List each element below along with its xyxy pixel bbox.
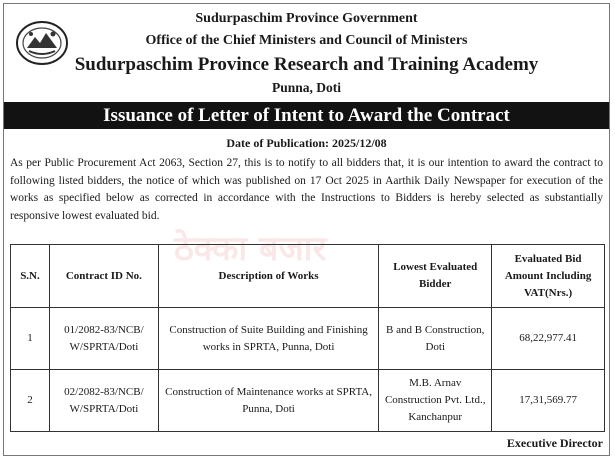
- notice-title-banner: Issuance of Letter of Intent to Award the Contract: [4, 102, 609, 129]
- cell-amount: 17,31,569.77: [492, 370, 605, 432]
- col-header-amount: Evaluated Bid Amount Including VAT(Nrs.): [492, 245, 605, 308]
- header-office-name: Office of the Chief Ministers and Council of Ministers: [145, 33, 468, 48]
- publication-date: Date of Publication: 2025/12/08: [226, 136, 387, 150]
- header-province-government: Sudurpaschim Province Government: [195, 11, 418, 26]
- cell-bidder: B and B Construction, Doti: [379, 308, 492, 370]
- notice-paragraph: As per Public Procurement Act 2063, Section 27, this is to notify to all bidders that, it is our intention to award the contract to following listed bidders, the notice of which was published on 17 Oct 2025 in Aarthik Daily Newspaper for execution of the works as specified below as corrected in accordance with the Instructions to Bidders is hereby selected as substantially responsive lowest evaluated bid.: [10, 157, 603, 222]
- col-header-description: Description of Works: [158, 245, 378, 308]
- cell-description: Construction of Maintenance works at SPRTA, Punna, Doti: [158, 370, 378, 432]
- signatory-title: Executive Director: [506, 436, 603, 450]
- cell-description: Construction of Suite Building and Finishing works in SPRTA, Punna, Doti: [158, 308, 378, 370]
- cell-contract-id: 02/2082-83/NCB/ W/SPRTA/Doti: [49, 370, 158, 432]
- header-academy-name: Sudurpaschim Province Research and Training Academy: [74, 54, 539, 75]
- cell-amount: 68,22,977.41: [492, 308, 605, 370]
- award-table: [10, 244, 605, 432]
- col-header-sn: S.N.: [11, 245, 50, 308]
- cell-sn: 1: [11, 308, 50, 370]
- header-location: Punna, Doti: [271, 80, 342, 95]
- cell-sn: 2: [11, 370, 50, 432]
- cell-bidder: M.B. Arnav Construction Pvt. Ltd., Kanchanpur: [379, 370, 492, 432]
- watermark-text: ठेक्का बजार: [174, 229, 327, 269]
- table-header-row: [11, 245, 605, 308]
- col-header-contract-id: Contract ID No.: [49, 245, 158, 308]
- notice-document: [3, 3, 610, 456]
- cell-contract-id: 01/2082-83/NCB/ W/SPRTA/Doti: [49, 308, 158, 370]
- notice-header: [4, 4, 609, 101]
- col-header-bidder: Lowest Evaluated Bidder: [379, 245, 492, 308]
- table-row: [11, 308, 605, 370]
- table-row: [11, 370, 605, 432]
